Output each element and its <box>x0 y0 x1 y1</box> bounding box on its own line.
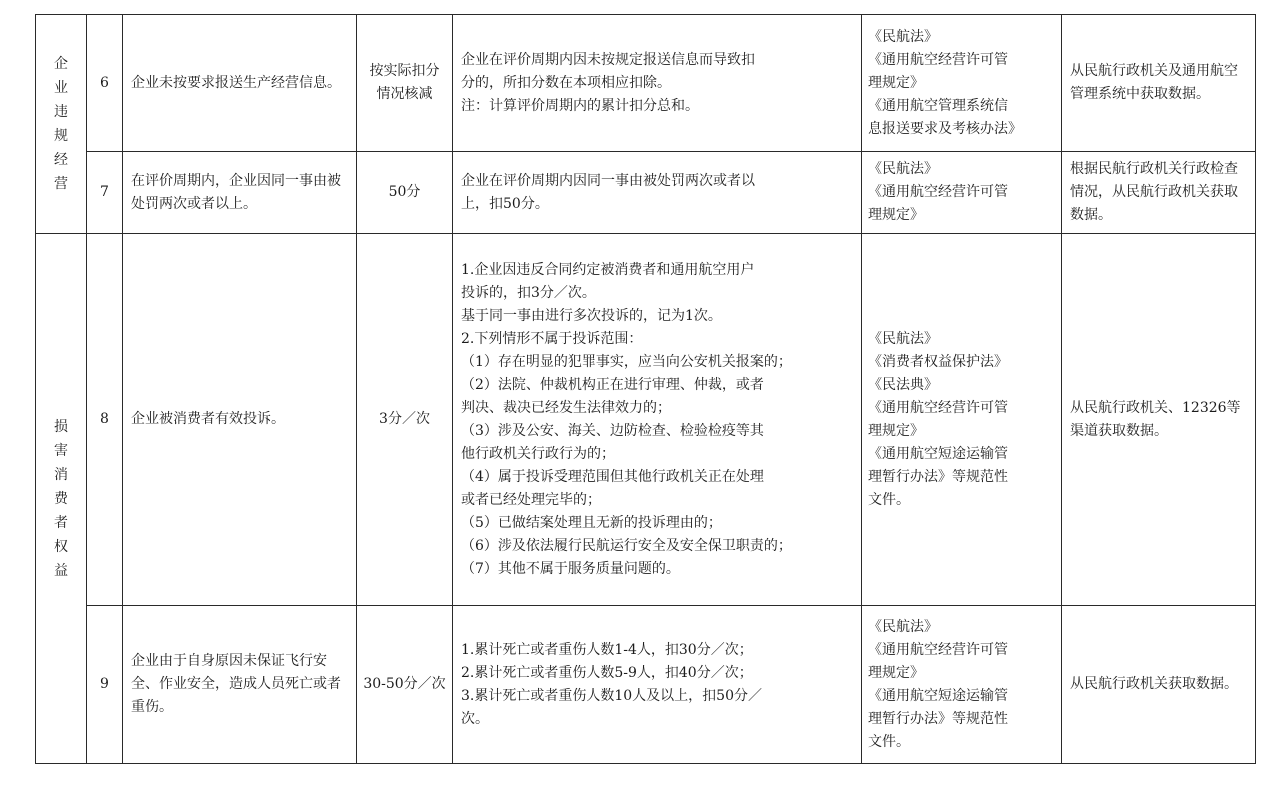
criteria-line: （5）已做结案处理且无新的投诉理由的； <box>461 514 722 531</box>
deduction-score: 50分 <box>357 152 453 234</box>
criteria-line: （4）属于投诉受理范围但其他行政机关正在处理 <box>461 468 764 485</box>
criteria-line: （2）法院、仲裁机构正在进行审理、仲裁，或者 <box>461 376 764 393</box>
category-cell <box>36 15 87 234</box>
item-description: 在评价周期内，企业因同一事由被处罚两次或者以上。 <box>123 152 357 234</box>
legal-basis-cell <box>862 152 1062 234</box>
item-number: 6 <box>87 15 123 152</box>
basis-line: 《通用航空经营许可管 <box>868 51 1008 68</box>
deduction-score: 30-50分／次 <box>357 606 453 764</box>
legal-basis-cell <box>862 15 1062 152</box>
item-description: 企业由于自身原因未保证飞行安全、作业安全，造成人员死亡或者重伤。 <box>123 606 357 764</box>
category-label: 企业违规经营 <box>54 56 68 192</box>
basis-line: 《通用航空管理系统信 <box>868 97 1008 114</box>
basis-line: 《民法典》 <box>868 376 938 393</box>
criteria-cell <box>453 15 862 152</box>
legal-basis-cell <box>862 234 1062 606</box>
data-source: 从民航行政机关及通用航空管理系统中获取数据。 <box>1062 15 1256 152</box>
basis-line: 息报送要求及考核办法》 <box>868 120 1022 137</box>
criteria-line: （7）其他不属于服务质量问题的。 <box>461 560 680 577</box>
basis-line: 《民航法》 <box>868 28 938 45</box>
table-row <box>36 152 1256 234</box>
criteria-line: （3）涉及公安、海关、边防检查、检验检疫等其 <box>461 422 764 439</box>
criteria-line: 基于同一事由进行多次投诉的，记为1次。 <box>461 307 722 324</box>
basis-line: 文件。 <box>868 733 910 750</box>
basis-line: 理规定》 <box>868 207 924 223</box>
basis-line: 《通用航空经营许可管 <box>868 399 1008 416</box>
criteria-line: 投诉的，扣3分／次。 <box>461 284 596 301</box>
basis-line: 《通用航空短途运输管 <box>868 445 1008 462</box>
criteria-line: 1.累计死亡或者重伤人数1-4人，扣30分／次； <box>461 641 753 658</box>
basis-line: 《通用航空经营许可管 <box>868 184 1008 200</box>
item-description: 企业未按要求报送生产经营信息。 <box>123 15 357 152</box>
item-description: 企业被消费者有效投诉。 <box>123 234 357 606</box>
criteria-line: （6）涉及依法履行民航运行安全及安全保卫职责的； <box>461 537 792 554</box>
data-source: 根据民航行政机关行政检查情况，从民航行政机关获取数据。 <box>1062 152 1256 234</box>
item-number: 8 <box>87 234 123 606</box>
category-cell <box>36 234 87 764</box>
legal-basis-cell <box>862 606 1062 764</box>
basis-line: 理暂行办法》等规范性 <box>868 710 1008 727</box>
table-row <box>36 15 1256 152</box>
criteria-line: 1.企业因违反合同约定被消费者和通用航空用户 <box>461 261 755 278</box>
basis-line: 《消费者权益保护法》 <box>868 353 1008 370</box>
basis-line: 理规定》 <box>868 664 924 681</box>
criteria-line: 上，扣50分。 <box>461 195 549 212</box>
criteria-line: 3.累计死亡或者重伤人数10人及以上，扣50分／ <box>461 687 762 704</box>
criteria-line: （1）存在明显的犯罪事实，应当向公安机关报案的； <box>461 353 792 370</box>
criteria-line: 次。 <box>461 710 489 727</box>
data-source: 从民航行政机关、12326等渠道获取数据。 <box>1062 234 1256 606</box>
criteria-line: 企业在评价周期内因未按规定报送信息而导致扣 <box>461 51 755 68</box>
basis-line: 《民航法》 <box>868 330 938 347</box>
basis-line: 理暂行办法》等规范性 <box>868 468 1008 485</box>
item-number: 7 <box>87 152 123 234</box>
table-row <box>36 606 1256 764</box>
basis-line: 理规定》 <box>868 422 924 439</box>
data-source: 从民航行政机关获取数据。 <box>1062 606 1256 764</box>
table-row <box>36 234 1256 606</box>
item-number: 9 <box>87 606 123 764</box>
category-label: 损害消费者权益 <box>54 418 68 579</box>
criteria-cell <box>453 234 862 606</box>
criteria-line: 分的，所扣分数在本项相应扣除。 <box>461 74 671 91</box>
basis-line: 《民航法》 <box>868 618 938 635</box>
basis-line: 理规定》 <box>868 74 924 91</box>
criteria-line: 2.下列情形不属于投诉范围： <box>461 330 643 347</box>
basis-line: 文件。 <box>868 491 910 508</box>
criteria-line: 2.累计死亡或者重伤人数5-9人，扣40分／次； <box>461 664 753 681</box>
deduction-score: 按实际扣分情况核减 <box>357 15 453 152</box>
basis-line: 《通用航空短途运输管 <box>868 687 1008 704</box>
criteria-line: 判决、裁决已经发生法律效力的； <box>461 399 671 416</box>
criteria-line: 或者已经处理完毕的； <box>461 491 601 508</box>
criteria-line: 注：计算评价周期内的累计扣分总和。 <box>461 97 699 114</box>
evaluation-table <box>35 14 1256 764</box>
criteria-cell <box>453 152 862 234</box>
basis-line: 《民航法》 <box>868 161 938 177</box>
criteria-cell <box>453 606 862 764</box>
basis-line: 《通用航空经营许可管 <box>868 641 1008 658</box>
criteria-line: 企业在评价周期内因同一事由被处罚两次或者以 <box>461 172 755 189</box>
criteria-line: 他行政机关行政行为的； <box>461 445 615 462</box>
deduction-score: 3分／次 <box>357 234 453 606</box>
